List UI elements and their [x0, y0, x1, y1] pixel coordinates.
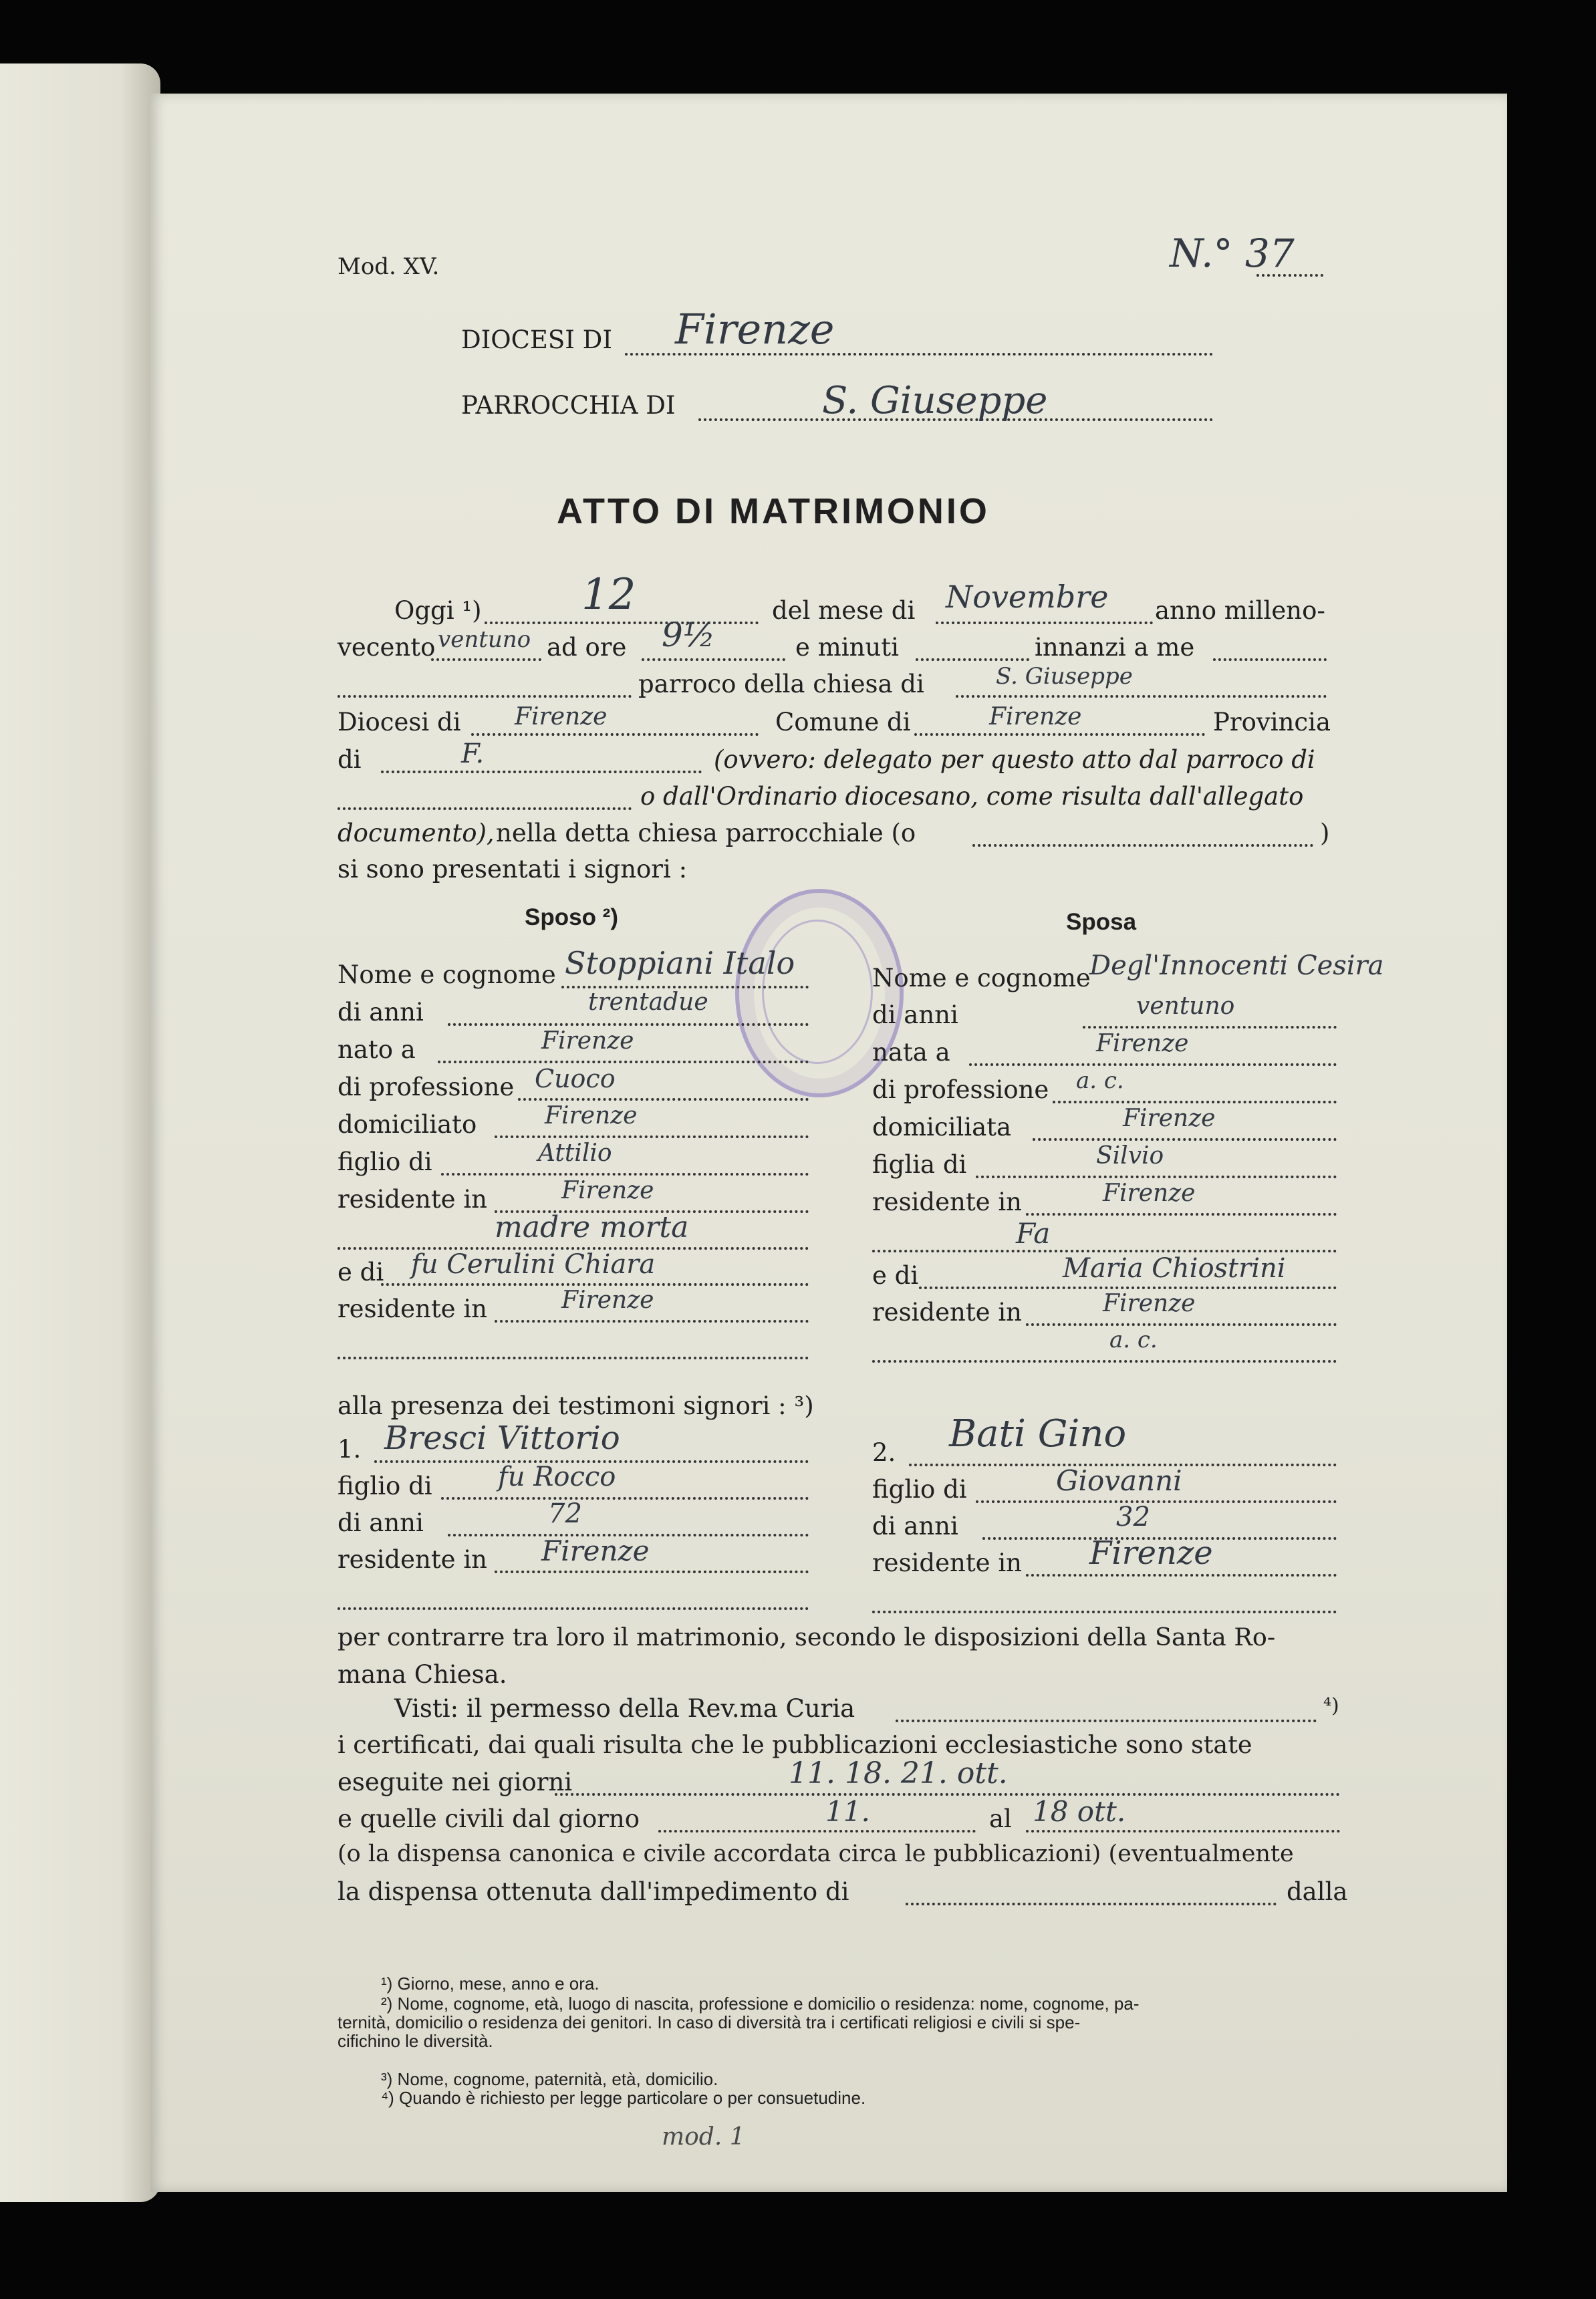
- dalla-text: dalla: [1287, 1877, 1348, 1906]
- dispensa-text: (o la dispensa canonica e civile accordata circa le pubblicazioni) (eventualmente: [338, 1841, 1294, 1867]
- sposo-label: residente in: [338, 1185, 488, 1214]
- witness-1-res-label: residente in: [338, 1545, 488, 1574]
- sposo-label: e di: [338, 1258, 384, 1287]
- sposo-note: madre morta: [495, 1210, 689, 1244]
- certificate-number: N.° 37: [1170, 231, 1295, 276]
- visti-text: Visti: il permesso della Rev.ma Curia: [394, 1694, 855, 1723]
- sposo-value: trentadue: [588, 988, 708, 1016]
- dotted-line: [1026, 1574, 1337, 1577]
- sposo-value: Firenze: [561, 1287, 654, 1314]
- dotted-line: [972, 844, 1313, 847]
- sposa-label: domiciliata: [872, 1113, 1012, 1141]
- dotted-line: [495, 1571, 809, 1573]
- witness-2-res-label: residente in: [872, 1548, 1023, 1577]
- dotted-line: [495, 1320, 809, 1323]
- sposa-label: Nome e cognome: [872, 964, 1091, 992]
- dotted-line: [1033, 1138, 1337, 1141]
- dotted-line: [441, 1173, 809, 1176]
- dotted-line: [872, 1611, 1337, 1613]
- dotted-line: [914, 733, 1205, 736]
- stamp-ring: [762, 920, 873, 1064]
- witness-2-figlio-label: figlio di: [872, 1475, 967, 1504]
- oggi-label: Oggi ¹): [394, 596, 482, 625]
- dotted-line: [495, 1135, 809, 1138]
- witness-2-number: 2.: [872, 1438, 896, 1467]
- provincia-value: F.: [461, 738, 485, 769]
- giorno-value: 12: [581, 570, 636, 620]
- comune-label: Comune di: [775, 708, 911, 736]
- bottom-handwritten-mark: mod. 1: [662, 2123, 745, 2151]
- dotted-line: [1026, 1830, 1340, 1833]
- ordinario-text: o dall'Ordinario diocesano, come risulta dall'allegato: [640, 782, 1304, 811]
- sposo-value: Stoppiani Italo: [565, 945, 795, 981]
- witness-2-anni-label: di anni: [872, 1512, 958, 1540]
- parroco-label: parroco della chiesa di: [638, 670, 924, 698]
- vecento-label: vecento: [338, 633, 436, 662]
- sposo-value: Firenze: [545, 1102, 638, 1129]
- sposo-value: Firenze: [561, 1177, 654, 1204]
- witness-2-anni: 32: [1116, 1502, 1150, 1532]
- documento-text: documento),: [338, 819, 495, 847]
- visti-note: ⁴): [1323, 1694, 1339, 1718]
- diocesi-di-label: Diocesi di: [338, 708, 461, 736]
- dotted-line: [1053, 1101, 1337, 1103]
- sposo-value: Firenze: [541, 1027, 634, 1055]
- romana-chiesa-text: mana Chiesa.: [338, 1660, 507, 1689]
- footnote-4: ⁴) Quando è richiesto per legge particolare o per consuetudine.: [381, 2088, 866, 2108]
- dotted-line: [338, 1357, 809, 1359]
- testimoni-heading: alla presenza dei testimoni signori : ³): [338, 1391, 814, 1420]
- dotted-line: [1213, 658, 1327, 661]
- sposo-value: fu Cerulini Chiara: [411, 1249, 656, 1280]
- footnote-2: ²) Nome, cognome, età, luogo di nascita, professione e domicilio o residenza: nome, cognome, pa-: [381, 1994, 1140, 2014]
- contrarre-text: per contrarre tra loro il matrimonio, secondo le disposizioni della Santa Ro-: [338, 1623, 1276, 1651]
- dotted-line: [338, 1607, 809, 1610]
- dotted-line: [976, 1500, 1337, 1503]
- dotted-line: [976, 1176, 1337, 1178]
- form-model: Mod. XV.: [338, 253, 440, 280]
- sposo-label: di anni: [338, 998, 424, 1027]
- witness-1-number: 1.: [338, 1435, 362, 1464]
- anno-value: ventuno: [438, 626, 531, 653]
- sposa-label: figlia di: [872, 1150, 967, 1179]
- mese-value: Novembre: [946, 579, 1109, 615]
- sposo-label: Nome e cognome: [338, 960, 556, 989]
- sposa-label: nata a: [872, 1038, 950, 1067]
- dotted-line: [969, 1063, 1337, 1066]
- dotted-line: [338, 695, 632, 698]
- sposo-label: figlio di: [338, 1147, 432, 1176]
- eseguite-value: 11. 18. 21. ott.: [789, 1756, 1008, 1790]
- sposo-value: Cuoco: [535, 1064, 616, 1093]
- witness-2-name: Bati Gino: [949, 1412, 1127, 1456]
- sposa-label: e di: [872, 1261, 919, 1290]
- witness-1-figlio: fu Rocco: [498, 1462, 616, 1492]
- diocesi-value: Firenze: [675, 305, 835, 354]
- eseguite-label: eseguite nei giorni: [338, 1768, 573, 1796]
- close-paren: ): [1320, 819, 1330, 847]
- diocesi-label: DIOCESI DI: [461, 325, 612, 354]
- sposa-value: Firenze: [1103, 1180, 1196, 1207]
- ore-value: 9½: [662, 616, 716, 654]
- dotted-line: [555, 1793, 1340, 1796]
- minuti-label: e minuti: [795, 633, 899, 662]
- nella-text: nella detta chiesa parrocchiale (o: [496, 819, 916, 847]
- al-label: al: [989, 1804, 1012, 1833]
- di-label: di: [338, 745, 362, 774]
- sposa-value: Firenze: [1096, 1030, 1189, 1057]
- del-mese-label: del mese di: [772, 596, 916, 625]
- dotted-line: [471, 733, 759, 736]
- sposa-label: di professione: [872, 1075, 1049, 1104]
- dotted-line: [1026, 1323, 1337, 1326]
- witness-1-res: Firenze: [541, 1534, 650, 1567]
- ad-ore-label: ad ore: [547, 633, 627, 662]
- sposa-label: di anni: [872, 1000, 958, 1029]
- footnote-3: ³) Nome, cognome, paternità, età, domicilio.: [381, 2069, 718, 2089]
- sposa-value: ventuno: [1136, 992, 1235, 1020]
- sposo-label: residente in: [338, 1295, 488, 1323]
- dotted-line: [381, 1283, 809, 1286]
- footnote-2-end: cifichino le diversità.: [338, 2031, 493, 2051]
- sposo-label: di professione: [338, 1073, 515, 1101]
- dotted-line: [431, 658, 541, 661]
- certificati-text: i certificati, dai quali risulta che le pubblicazioni ecclesiastiche sono state: [338, 1730, 1252, 1759]
- sposa-note: a. c.: [1109, 1327, 1158, 1353]
- civili-label: e quelle civili dal giorno: [338, 1804, 640, 1833]
- dotted-line: [448, 1023, 809, 1026]
- presentati-text: si sono presentati i signori :: [338, 855, 688, 884]
- dotted-line: [642, 658, 785, 661]
- provincia-label: Provincia: [1213, 708, 1331, 736]
- dotted-line: [1083, 1026, 1337, 1029]
- sposo-heading: Sposo ²): [525, 904, 618, 930]
- witness-2-figlio: Giovanni: [1056, 1464, 1182, 1497]
- sposa-value: Firenze: [1123, 1105, 1216, 1132]
- dotted-line: [1026, 1213, 1337, 1216]
- sposa-heading: Sposa: [1066, 909, 1137, 935]
- comune-value: Firenze: [989, 703, 1082, 730]
- sposa-value: Silvio: [1096, 1142, 1164, 1170]
- dispensa-text-2: la dispensa ottenuta dall'impedimento di: [338, 1877, 849, 1906]
- chiesa-value: S. Giuseppe: [996, 663, 1133, 690]
- dotted-line: [919, 1287, 1337, 1289]
- dotted-line: [338, 807, 632, 810]
- witness-2-res: Firenze: [1089, 1534, 1213, 1572]
- dotted-line: [872, 1360, 1337, 1363]
- dotted-line: [381, 771, 702, 773]
- dotted-line: [896, 1720, 1317, 1722]
- parrocchia-label: PARROCCHIA DI: [461, 391, 676, 420]
- sposo-label: domiciliato: [338, 1110, 477, 1139]
- sposa-value: Maria Chiostrini: [1063, 1253, 1286, 1284]
- innanzi-label: innanzi a me: [1035, 633, 1195, 662]
- witness-1-anni-label: di anni: [338, 1508, 424, 1537]
- sposa-label: residente in: [872, 1298, 1023, 1327]
- dotted-line: [1256, 274, 1323, 277]
- sposa-note: Fa: [1016, 1217, 1051, 1250]
- witness-1-figlio-label: figlio di: [338, 1472, 432, 1500]
- anno-label: anno milleno-: [1155, 596, 1325, 625]
- civili-dal-value: 11.: [825, 1795, 870, 1828]
- ovvero-text: (ovvero: delegato per questo atto dal parroco di: [714, 745, 1315, 774]
- footnote-1: ¹) Giorno, mese, anno e ora.: [381, 1974, 600, 1994]
- dotted-line: [658, 1830, 976, 1833]
- sposo-label: nato a: [338, 1035, 416, 1064]
- dotted-line: [518, 1098, 809, 1101]
- sposa-value: Firenze: [1103, 1290, 1196, 1317]
- dotted-line: [441, 1497, 809, 1500]
- sposa-value: Degl'Innocenti Cesira: [1089, 950, 1384, 981]
- witness-1-anni: 72: [548, 1498, 582, 1529]
- dotted-line: [438, 1061, 809, 1063]
- witness-1-name: Bresci Vittorio: [384, 1419, 620, 1457]
- sposo-value: Attilio: [538, 1139, 612, 1167]
- dotted-line: [956, 695, 1327, 698]
- dotted-line: [872, 1250, 1337, 1252]
- civili-al-value: 18 ott.: [1033, 1795, 1126, 1828]
- parrocchia-value: S. Giuseppe: [822, 379, 1048, 422]
- sposa-value: a. c.: [1076, 1067, 1124, 1094]
- dotted-line: [906, 1903, 1277, 1905]
- sposa-label: residente in: [872, 1188, 1023, 1216]
- diocesi-di-value: Firenze: [515, 703, 608, 730]
- document-title: ATTO DI MATRIMONIO: [557, 491, 990, 531]
- dotted-line: [485, 622, 759, 624]
- footnote-2-cont: ternità, domicilio o residenza dei genitori. In caso di diversità tra i certificati religiosi e civili si spe-: [338, 2012, 1081, 2032]
- dotted-line: [936, 622, 1153, 624]
- dotted-line: [916, 658, 1029, 661]
